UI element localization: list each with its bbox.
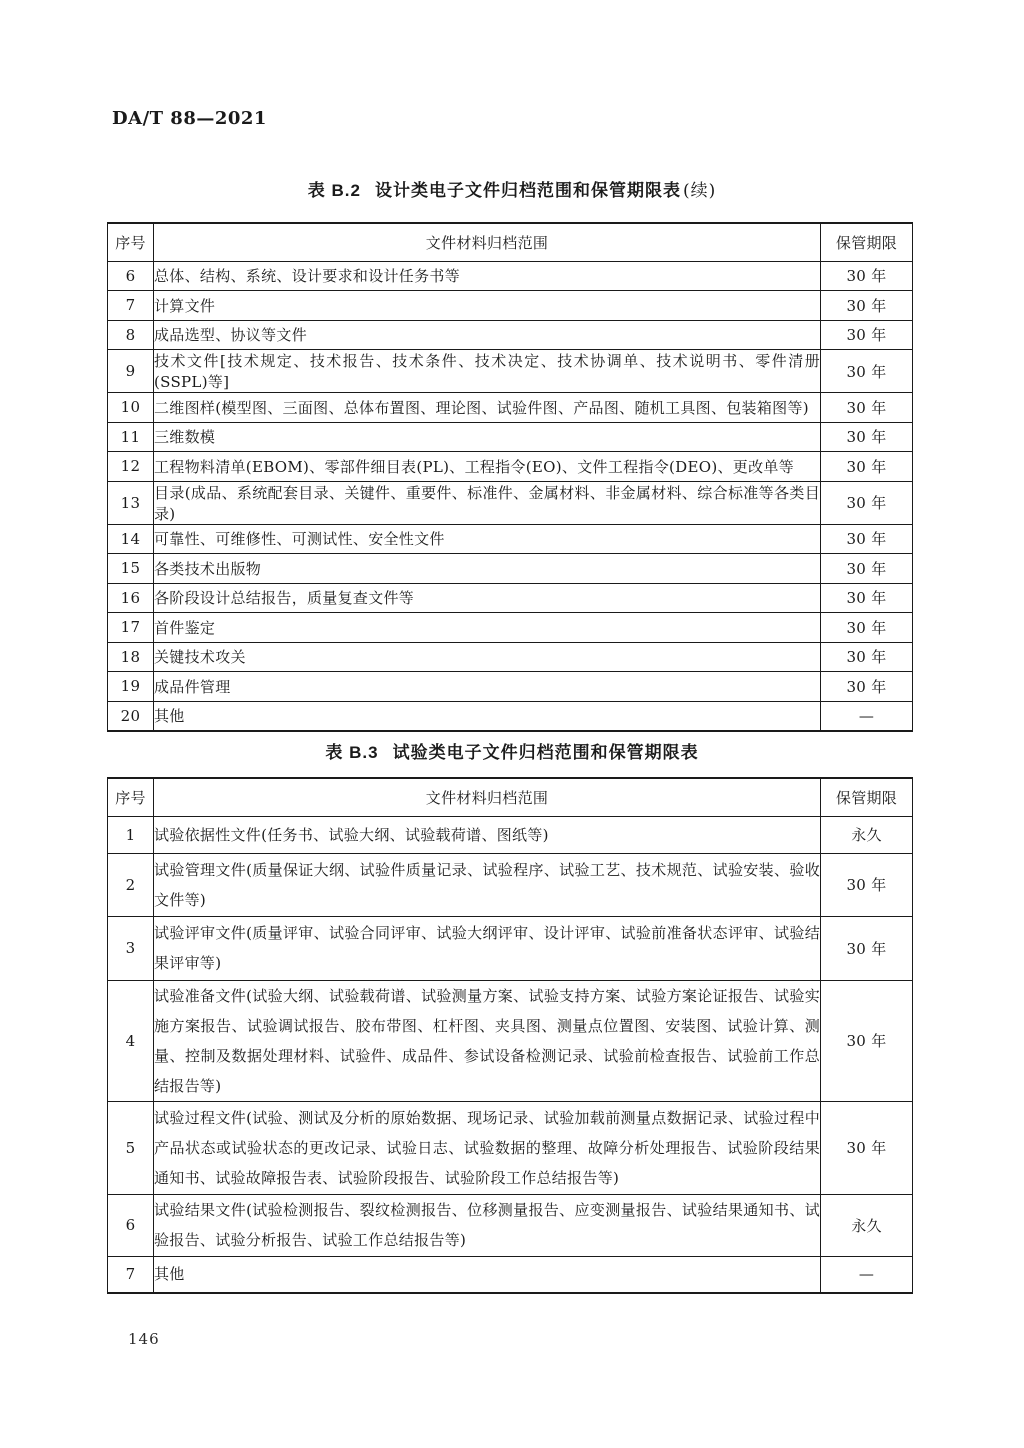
row-retention: 30 年 [821,320,913,350]
table-row [108,642,913,672]
table-row [108,980,913,1101]
row-scope: 试验管理文件(质量保证大纲、试验件质量记录、试验程序、试验工艺、技术规范、试验安装、验收文件等) [154,853,821,916]
row-seq: 6 [108,261,154,291]
row-scope: 总体、结构、系统、设计要求和设计任务书等 [154,261,821,291]
row-seq: 18 [108,642,154,672]
table-b2 [107,222,913,732]
row-seq: 20 [108,701,154,731]
row-scope: 技术文件[技术规定、技术报告、技术条件、技术决定、技术协调单、技术说明书、零件清册(SSPL)等] [154,350,821,393]
row-retention: 30 年 [821,524,913,554]
table-row [108,1101,913,1194]
row-scope: 工程物料清单(EBOM)、零部件细目表(PL)、工程指令(EO)、文件工程指令(DEO)、更改单等 [154,452,821,482]
row-seq: 6 [108,1194,154,1256]
table-row [108,853,913,916]
row-seq: 15 [108,554,154,584]
row-retention: 30 年 [821,452,913,482]
row-retention: 30 年 [821,393,913,423]
row-scope: 其他 [154,1256,821,1293]
row-retention: — [821,1256,913,1293]
row-retention: 30 年 [821,583,913,613]
row-retention: 30 年 [821,916,913,980]
row-scope: 试验准备文件(试验大纲、试验载荷谱、试验测量方案、试验支持方案、试验方案论证报告、试验实施方案报告、试验调试报告、胶布带图、杠杆图、夹具图、测量点位置图、安装图、试验计算、测量、控制及数据处理材料、试验件、成品件、参试设备检测记录、试验前检查报告、试验前工作总结报告等) [154,980,821,1101]
row-seq: 10 [108,393,154,423]
table-row [108,672,913,702]
row-seq: 4 [108,980,154,1101]
row-scope: 试验依据性文件(任务书、试验大纲、试验载荷谱、图纸等) [154,816,821,853]
row-seq: 12 [108,452,154,482]
table-row [108,261,913,291]
row-retention: 30 年 [821,1101,913,1194]
table-row [108,350,913,393]
row-scope: 成品件管理 [154,672,821,702]
row-scope: 成品选型、协议等文件 [154,320,821,350]
row-scope: 试验结果文件(试验检测报告、裂纹检测报告、位移测量报告、应变测量报告、试验结果通知书、试验报告、试验分析报告、试验工作总结报告等) [154,1194,821,1256]
row-scope: 计算文件 [154,291,821,321]
table-row [108,816,913,853]
row-retention: 30 年 [821,422,913,452]
table-b2-title-suffix: (续) [682,181,717,201]
row-retention: 30 年 [821,350,913,393]
table-row [108,1194,913,1256]
row-retention: 永久 [821,816,913,853]
table-b2-title-main: 设计类电子文件归档范围和保管期限表 [374,181,681,200]
row-seq: 8 [108,320,154,350]
table-row [108,452,913,482]
row-retention: 30 年 [821,853,913,916]
row-seq: 19 [108,672,154,702]
column-header-retention: 保管期限 [821,223,913,261]
row-seq: 5 [108,1101,154,1194]
row-seq: 9 [108,350,154,393]
table-row [108,583,913,613]
column-header-retention: 保管期限 [821,778,913,816]
document-code: DA/T 88—2021 [112,108,267,129]
row-seq: 13 [108,481,154,524]
row-scope: 二维图样(模型图、三面图、总体布置图、理论图、试验件图、产品图、随机工具图、包装箱图等) [154,393,821,423]
table-b2-title-prefix: 表 B.2 [307,181,361,200]
table-row [108,554,913,584]
row-retention: 30 年 [821,554,913,584]
table-row [108,701,913,731]
row-seq: 1 [108,816,154,853]
row-scope: 各类技术出版物 [154,554,821,584]
column-header-seq: 序号 [108,223,154,261]
row-seq: 3 [108,916,154,980]
row-retention: 30 年 [821,642,913,672]
table-row [108,481,913,524]
row-seq: 16 [108,583,154,613]
row-scope: 目录(成品、系统配套目录、关键件、重要件、标准件、金属材料、非金属材料、综合标准等各类目录) [154,481,821,524]
row-seq: 14 [108,524,154,554]
row-retention: — [821,701,913,731]
table-row [108,1256,913,1293]
row-seq: 7 [108,1256,154,1293]
row-seq: 2 [108,853,154,916]
row-retention: 永久 [821,1194,913,1256]
row-scope: 可靠性、可维修性、可测试性、安全性文件 [154,524,821,554]
table-b2-title [0,176,1024,201]
row-retention: 30 年 [821,980,913,1101]
row-scope: 其他 [154,701,821,731]
table-b3-header-row [108,778,913,816]
table-b3-title-main: 试验类电子文件归档范围和保管期限表 [392,743,699,762]
row-retention: 30 年 [821,613,913,643]
row-seq: 11 [108,422,154,452]
table-b2-header-row [108,223,913,261]
row-scope: 三维数模 [154,422,821,452]
column-header-scope: 文件材料归档范围 [154,778,821,816]
table-row [108,291,913,321]
row-seq: 17 [108,613,154,643]
table-b3 [107,777,913,1294]
table-row [108,320,913,350]
row-scope: 试验过程文件(试验、测试及分析的原始数据、现场记录、试验加载前测量点数据记录、试验过程中产品状态或试验状态的更改记录、试验日志、试验数据的整理、故障分析处理报告、试验阶段结果通知书、试验故障报告表、试验阶段报告、试验阶段工作总结报告等) [154,1101,821,1194]
table-row [108,916,913,980]
column-header-scope: 文件材料归档范围 [154,223,821,261]
table-row [108,393,913,423]
row-retention: 30 年 [821,672,913,702]
row-retention: 30 年 [821,481,913,524]
column-header-seq: 序号 [108,778,154,816]
table-row [108,422,913,452]
row-scope: 试验评审文件(质量评审、试验合同评审、试验大纲评审、设计评审、试验前准备状态评审、试验结果评审等) [154,916,821,980]
row-retention: 30 年 [821,261,913,291]
table-row [108,613,913,643]
table-row [108,524,913,554]
table-b3-title-prefix: 表 B.3 [325,743,379,762]
row-scope: 各阶段设计总结报告，质量复查文件等 [154,583,821,613]
row-scope: 首件鉴定 [154,613,821,643]
row-retention: 30 年 [821,291,913,321]
row-seq: 7 [108,291,154,321]
row-scope: 关键技术攻关 [154,642,821,672]
page-number: 146 [128,1330,160,1348]
table-b3-title [0,738,1024,763]
